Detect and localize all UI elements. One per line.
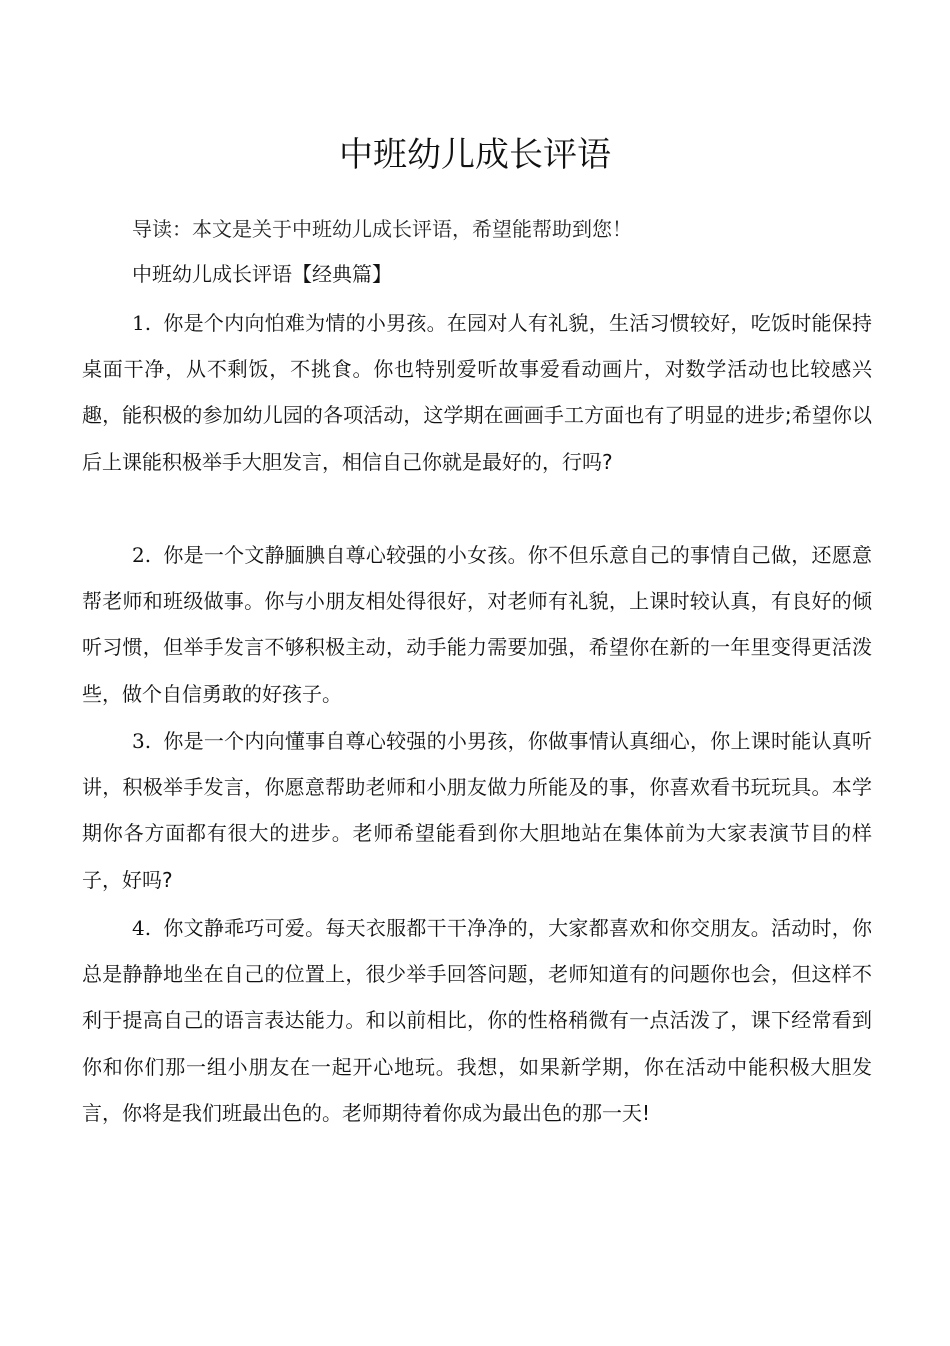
comment-item-2 xyxy=(82,532,872,717)
comment-item-4 xyxy=(82,905,872,1136)
intro-paragraph: 导读：本文是关于中班幼儿成长评语，希望能帮助到您！ xyxy=(132,217,632,241)
section-heading: 中班幼儿成长评语【经典篇】 xyxy=(132,262,392,286)
item-text: 你是一个文静腼腆自尊心较强的小女孩。你不但乐意自己的事情自己做，还愿意帮老师和班级做事。你与小朋友相处得很好，对老师有礼貌，上课时较认真，有良好的倾听习惯，但举手发言不够积极主动，动手能力需要加强，希望你在新的一年里变得更活泼些，做个自信勇敢的好孩子。 xyxy=(82,543,872,706)
item-number: 3. xyxy=(132,729,152,753)
item-text: 你是个内向怕难为情的小男孩。在园对人有礼貌，生活习惯较好，吃饭时能保持桌面干净，从不剩饭，不挑食。你也特别爱听故事爱看动画片，对数学活动也比较感兴趣，能积极的参加幼儿园的各项活动，这学期在画画手工方面也有了明显的进步;希望你以后上课能积极举手大胆发言，相信自己你就是最好的，行吗? xyxy=(82,311,872,474)
comment-item-3 xyxy=(82,718,872,903)
item-number: 4. xyxy=(132,916,152,940)
page-title: 中班幼儿成长评语 xyxy=(339,135,611,175)
comment-item-1 xyxy=(82,300,872,485)
item-number: 2. xyxy=(132,543,152,567)
item-text: 你文静乖巧可爱。每天衣服都干干净净的，大家都喜欢和你交朋友。活动时，你总是静静地坐在自己的位置上，很少举手回答问题，老师知道有的问题你也会，但这样不利于提高自己的语言表达能力。和以前相比，你的性格稍微有一点活泼了，课下经常看到你和你们那一组小朋友在一起开心地玩。我想，如果新学期，你在活动中能积极大胆发言，你将是我们班最出色的。老师期待着你成为最出色的那一天! xyxy=(82,916,872,1125)
item-text: 你是一个内向懂事自尊心较强的小男孩，你做事情认真细心，你上课时能认真听讲，积极举手发言，你愿意帮助老师和小朋友做力所能及的事，你喜欢看书玩玩具。本学期你各方面都有很大的进步。老师希望能看到你大胆地站在集体前为大家表演节目的样子，好吗? xyxy=(82,729,872,892)
item-number: 1. xyxy=(132,311,152,335)
